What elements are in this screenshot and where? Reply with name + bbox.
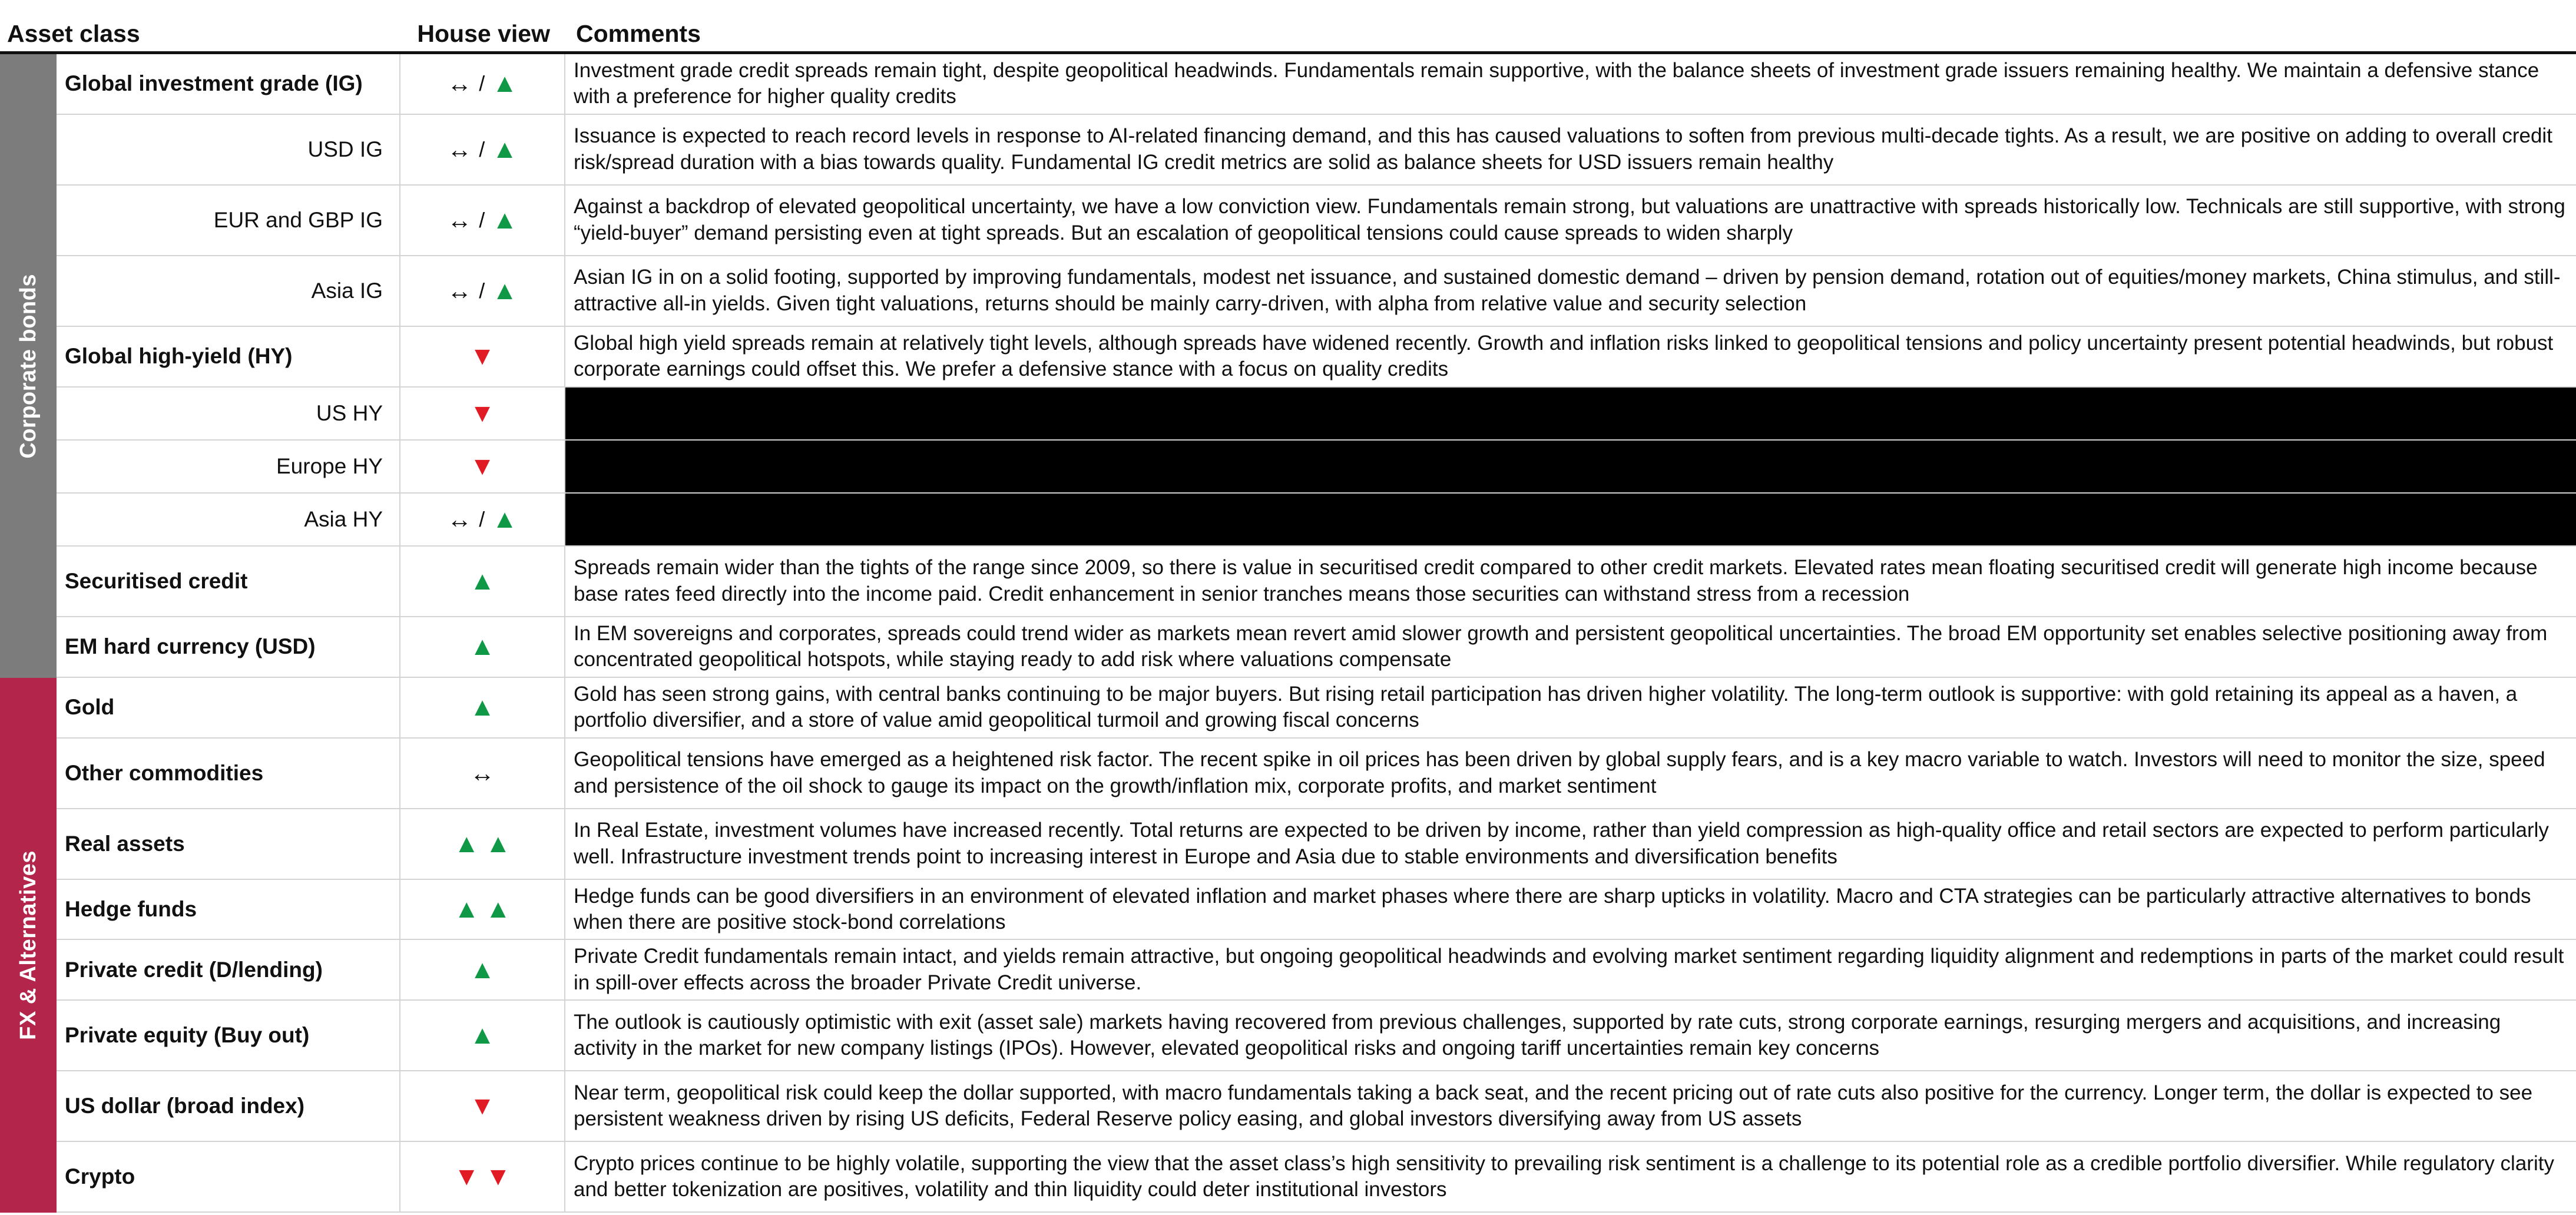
asset-class-label: Hedge funds (57, 880, 400, 939)
comment-cell: Asian IG in on a solid footing, supported by improving fundamentals, modest net issuance, and sustained domestic demand – driven by pension demand, rotation out of equities/money markets, China stimulus, and still-attractive all-in yields. Given tight valuations, returns should be mainly carry-driven, with alpha from relative value and security selection (574, 266, 2561, 315)
arrow-flat-icon: ↔ (447, 206, 472, 234)
house-view-cell (400, 115, 565, 184)
house-view-cell (400, 617, 565, 677)
rows-container (57, 54, 2576, 1213)
comment-cell-redacted (565, 441, 2576, 492)
arrow-up-icon: ▲ (492, 276, 518, 305)
asset-class-label: US HY (57, 388, 400, 439)
table-row (57, 1142, 2576, 1213)
arrow-flat-icon: ↔ (447, 276, 472, 304)
asset-class-label: Crypto (57, 1142, 400, 1211)
arrow-flat-icon: ↔ (470, 759, 495, 787)
asset-class-label: Securitised credit (57, 547, 400, 616)
arrow-up-icon: ▲ (485, 894, 511, 923)
asset-class-label: Gold (57, 678, 400, 737)
asset-class-label: Global investment grade (IG) (57, 54, 400, 114)
table-row (57, 1001, 2576, 1071)
group-band-label: FX & Alternatives (15, 850, 41, 1040)
arrow-down-icon: ▼ (485, 1162, 511, 1191)
table-row (57, 880, 2576, 941)
arrow-up-icon: ▲ (492, 69, 518, 98)
house-view-cell (400, 880, 565, 939)
comment-cell-redacted (565, 494, 2576, 545)
comment-cell: In EM sovereigns and corporates, spreads could trend wider as markets mean revert amid slower growth and persistent geopolitical uncertainties. The broad EM opportunity set enables selective positioning away from concentrated geopolitical hotspots, while staying ready to add risk where valuations compensate (574, 621, 2548, 671)
table-row (57, 256, 2576, 327)
table-row (57, 186, 2576, 256)
table-row (57, 494, 2576, 547)
table-row (57, 940, 2576, 1001)
group-band-fx-alternatives (0, 678, 57, 1213)
arrow-up-icon: ▲ (453, 894, 479, 923)
house-view-cell (400, 494, 565, 545)
comment-cell: Issuance is expected to reach record levels in response to AI-related financing demand, and this has caused valuations to soften from previous multi-decade tights. As a result, we are positive on adding to overall credit risk/spread duration with a bias towards quality. Fundamental IG credit metrics are solid as balance sheets for USD issuers remain healthy (574, 124, 2552, 174)
comment-cell-redacted (565, 388, 2576, 439)
table-row (57, 388, 2576, 441)
house-view-cell (400, 678, 565, 737)
arrow-down-icon: ▼ (469, 1091, 495, 1121)
header-house-view: House view (417, 20, 550, 47)
house-view-cell (400, 54, 565, 114)
house-view-cell (400, 1142, 565, 1211)
comment-cell: Geopolitical tensions have emerged as a heightened risk factor. The recent spike in oil prices has been driven by global supply fears, and is a key macro variable to watch. Investors will need to monitor the size, speed and persistence of the oil shock to gauge its impact on the growth/inflation mix, corporate profits, and market sentiment (574, 748, 2545, 797)
arrow-up-icon: ▲ (492, 134, 518, 164)
asset-class-label: Global high-yield (HY) (57, 327, 400, 386)
table-row (57, 678, 2576, 739)
asset-class-label: Europe HY (57, 441, 400, 492)
comment-cell: In Real Estate, investment volumes have increased recently. Total returns are expected to be driven by income, rather than yield compression as high-quality office and retail sectors are expected to perform particularly well. Infrastructure investment trends point to increasing interest in Europe and Asia due to stable environments and diversification benefits (574, 819, 2549, 868)
arrow-up-icon: ▲ (469, 955, 495, 984)
asset-class-label: Other commodities (57, 739, 400, 808)
comment-cell: Spreads remain wider than the tights of the range since 2009, so there is value in securitised credit compared to other credit markets. Elevated rates mean floating securitised credit will generate high income because base rates feed directly into the income paid. Credit enhancement in senior tranches means those securities can withstand stress from a recession (574, 556, 2538, 605)
comment-cell: Private Credit fundamentals remain intact, and yields remain attractive, but ongoing geopolitical headwinds and evolving market sentiment regarding liquidity alignment and redemptions in parts of the market could result in spill-over effects across the broader Private Credit universe. (574, 945, 2564, 994)
slash-separator: / (479, 278, 485, 303)
group-column (0, 54, 57, 1213)
group-band-corporate-bonds (0, 54, 57, 678)
asset-class-label: Private equity (Buy out) (57, 1001, 400, 1070)
arrow-flat-icon: ↔ (447, 505, 472, 533)
arrow-down-icon: ▼ (469, 398, 495, 428)
house-view-cell (400, 1071, 565, 1141)
asset-class-label: EUR and GBP IG (57, 186, 400, 255)
house-view-cell (400, 388, 565, 439)
comment-cell: Hedge funds can be good diversifiers in an environment of elevated inflation and market phases where there are sharp upticks in volatility. Macro and CTA strategies can be particularly attractive alternatives to bonds when there are positive stock-bond correlations (574, 884, 2531, 933)
comment-cell: Crypto prices continue to be highly volatile, supporting the view that the asset class’s high sensitivity to prevailing risk sentiment is a challenge to its potential role as a credible portfolio diversifier. While regulatory clarity and better tokenization are positives, volatility and thin liquidity could deter institutional investors (574, 1151, 2554, 1201)
house-view-cell (400, 1001, 565, 1070)
arrow-up-icon: ▲ (453, 829, 479, 858)
comment-cell: Global high yield spreads remain at relatively tight levels, although spreads have widened recently. Growth and inflation risks linked to geopolitical tensions and policy uncertainty present potential headwinds, but robust corporate earnings could offset this. We prefer a defensive stance with a focus on quality credits (574, 331, 2554, 381)
asset-class-label: EM hard currency (USD) (57, 617, 400, 677)
header-comments: Comments (576, 20, 701, 47)
comment-cell: Gold has seen strong gains, with central banks continuing to be major buyers. But rising retail participation has driven higher volatility. The long-term outlook is supportive: with gold retaining its appeal as a haven, a portfolio diversifier, and a store of value amid geopolitical turmoil and growing fiscal concerns (574, 682, 2518, 732)
house-view-cell (400, 441, 565, 492)
table-row (57, 809, 2576, 880)
table-row (57, 617, 2576, 678)
arrow-up-icon: ▲ (469, 1021, 495, 1050)
arrow-up-icon: ▲ (469, 566, 495, 595)
arrow-up-icon: ▲ (492, 205, 518, 234)
slash-separator: / (479, 207, 485, 232)
comment-cell: Near term, geopolitical risk could keep the dollar supported, with macro fundamentals taking a back seat, and the recent pricing out of rate cuts also positive for the currency. Longer term, the dollar is expected to see persistent weakness driven by rising US deficits, Federal Reserve policy easing, and global investors diversifying away from US assets (574, 1081, 2533, 1131)
group-band-label: Corporate bonds (15, 273, 41, 459)
table-row (57, 54, 2576, 115)
house-view-cell (400, 327, 565, 386)
table-body (0, 54, 2576, 1213)
table-row (57, 441, 2576, 494)
asset-class-label: USD IG (57, 115, 400, 184)
arrow-up-icon: ▲ (492, 504, 518, 534)
arrow-up-icon: ▲ (485, 829, 511, 858)
slash-separator: / (479, 506, 485, 531)
arrow-up-icon: ▲ (469, 693, 495, 722)
house-view-cell (400, 809, 565, 879)
arrow-flat-icon: ↔ (447, 135, 472, 163)
asset-class-label: Real assets (57, 809, 400, 879)
table-row (57, 547, 2576, 617)
house-view-cell (400, 186, 565, 255)
arrow-flat-icon: ↔ (447, 69, 472, 98)
table-row (57, 739, 2576, 809)
slash-separator: / (479, 137, 485, 161)
house-view-cell (400, 940, 565, 999)
house-view-cell (400, 256, 565, 326)
arrow-down-icon: ▼ (453, 1162, 479, 1191)
table-row (57, 1071, 2576, 1142)
arrow-down-icon: ▼ (469, 451, 495, 481)
asset-class-label: Asia IG (57, 256, 400, 326)
house-view-cell (400, 739, 565, 808)
slash-separator: / (479, 71, 485, 96)
table-row (57, 115, 2576, 186)
comment-cell: The outlook is cautiously optimistic with exit (asset sale) markets having recovered from previous challenges, supported by rate cuts, strong corporate earnings, resurging mergers and acquisitions, and increasing activity in the market for new company listings (IPOs). However, elevated geopolitical risks and ongoing tariff uncertainties remain key concerns (574, 1010, 2501, 1060)
header-asset-class: Asset class (7, 20, 140, 47)
asset-class-label: Private credit (D/lending) (57, 940, 400, 999)
house-view-cell (400, 547, 565, 616)
arrow-down-icon: ▼ (469, 342, 495, 371)
asset-class-label: Asia HY (57, 494, 400, 545)
table-row (57, 327, 2576, 388)
table-header (0, 0, 2576, 54)
arrow-up-icon: ▲ (469, 632, 495, 661)
comment-cell: Investment grade credit spreads remain tight, despite geopolitical headwinds. Fundamentals remain supportive, with the balance sheets of investment grade issuers remaining healthy. We maintain a defensive stance with a preference for higher quality credits (574, 59, 2539, 108)
asset-class-label: US dollar (broad index) (57, 1071, 400, 1141)
comment-cell: Against a backdrop of elevated geopolitical uncertainty, we have a low conviction view. Fundamentals remain strong, but valuations are unattractive with spreads historically low. Technicals are still supportive, with strong “yield-buyer” demand persisting even at tight spreads. But an escalation of geopolitical tensions could cause spreads to widen sharply (574, 195, 2565, 244)
